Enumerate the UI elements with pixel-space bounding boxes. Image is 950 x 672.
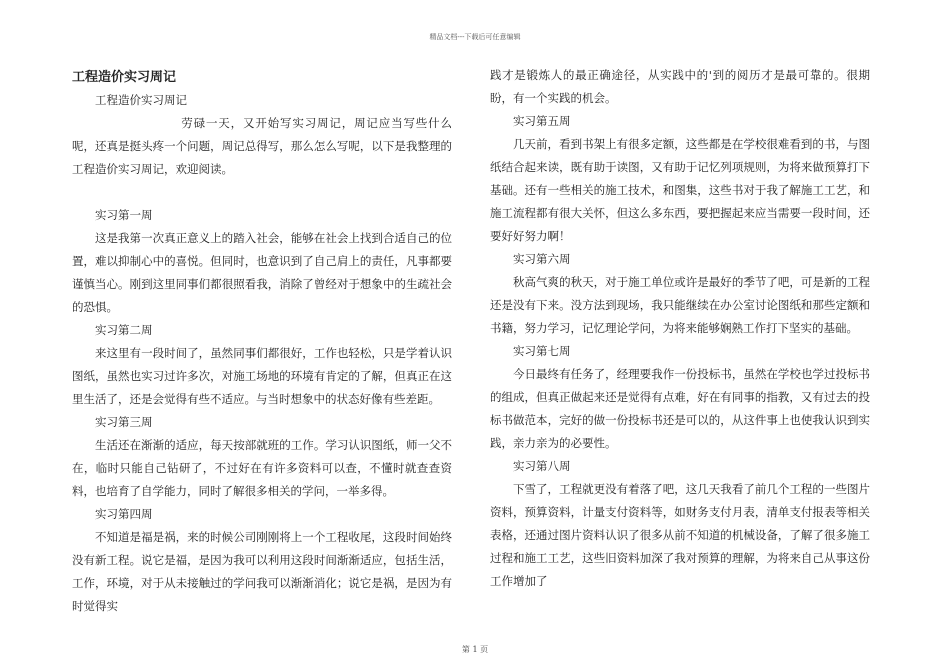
week4-paragraph: 不知道是福是祸，来的时候公司刚刚将上一个工程收尾，这段时间始终没有新工程。说它是福，是因为我可以利用这段时间渐渐适应，包括生活，工作，环境，对于从未接触过的学问我可以渐渐消化；说它是祸，是因为有时觉得实 [72,530,452,613]
week5-paragraph: 几天前，看到书架上有很多定额，这些都是在学校很难看到的书，与图纸结合起来读，既有助于读图，又有助于记忆列项规则，为将来做预算打下基础。还有一些相关的施工技术，和图集，这些书对于我了解施工工艺，和施工流程都有很大关怀，但这么多东西，要把握起来应当需要一段时间，还要好好努力啊！ [490,137,870,243]
left-column [72,64,452,618]
intro-paragraph: 劳碌一天，又开始写实习周记，周记应当写些什么呢，还真是挺头疼一个问题，周记总得写，那么怎么写呢，以下是我整理的工程造价实习周记，欢迎阅读。 [72,116,452,176]
week1-heading: 实习第一周 [95,208,153,222]
right-column [490,64,870,593]
week1-paragraph: 这是我第一次真正意义上的踏入社会，能够在社会上找到合适自己的位置，难以抑制心中的喜悦。但同时，也意识到了自己肩上的责任，凡事都要谨慎当心。刚到这里同事们都很照看我，消除了曾经对于想象中的生疏社会的恐惧。 [72,231,452,314]
week8-heading: 实习第八周 [513,459,571,473]
week2-heading: 实习第二周 [95,323,153,337]
page-number: 第 1 页 [461,645,489,654]
week5-heading: 实习第五周 [513,114,571,128]
week7-paragraph: 今日最终有任务了，经理要我作一份投标书，虽然在学校也学过投标书的组成，但真正做起来还是觉得有点难，好在有同事的指教，又有过去的投标书做范本，完好的做一份投标书还是可以的，从这件事上也使我认识到实践，亲力亲为的必要性。 [490,367,870,450]
week4-continuation: 践才是锻炼人的最正确途径，从实践中的'到的阅历才是最可靠的。很期盼，有一个实践的机会。 [490,68,870,105]
week4-heading: 实习第四周 [95,507,153,521]
spacer [72,181,452,204]
week2-paragraph: 来这里有一段时间了，虽然同事们都很好，工作也轻松，只是学着认识图纸，虽然也实习过许多次，对施工场地的环境有肯定的了解，但真正在这里生活了，还是会觉得有些不适应。与当时想象中的状态好像有些差距。 [72,346,452,406]
week3-heading: 实习第三周 [95,415,153,429]
page-header: 精品文档---下载后可任意编辑 [429,33,521,41]
week3-paragraph: 生活还在渐渐的适应，每天按部就班的工作。学习认识图纸，师一父不在，临时只能自己钻研了，不过好在有许多资料可以查，不懂时就查查资料，也培育了自学能力，同时了解很多相关的学问，一举多得。 [72,438,452,498]
subtitle: 工程造价实习周记 [95,93,187,107]
week6-paragraph: 秋高气爽的秋天，对于施工单位或许是最好的季节了吧，可是新的工程还是没有下来。没方法到现场，我只能继续在办公室讨论图纸和那些定额和书籍，努力学习，记忆理论学问，为将来能够娴熟工作打下坚实的基础。 [490,275,870,335]
week7-heading: 实习第七周 [513,344,571,358]
week6-heading: 实习第六周 [513,252,571,266]
document-title: 工程造价实习周记 [72,70,177,85]
week8-paragraph: 下雪了，工程就更没有着落了吧，这几天我看了前几个工程的一些图片资料，预算资料，计量支付资料等，如财务支付月表，清单支付报表等相关表格，还通过图片资料认识了很多从前不知道的机械设备，了解了很多施工过程和施工工艺，这些旧资料加深了我对预算的理解，为将来自己从事这份工作增加了 [490,482,870,588]
